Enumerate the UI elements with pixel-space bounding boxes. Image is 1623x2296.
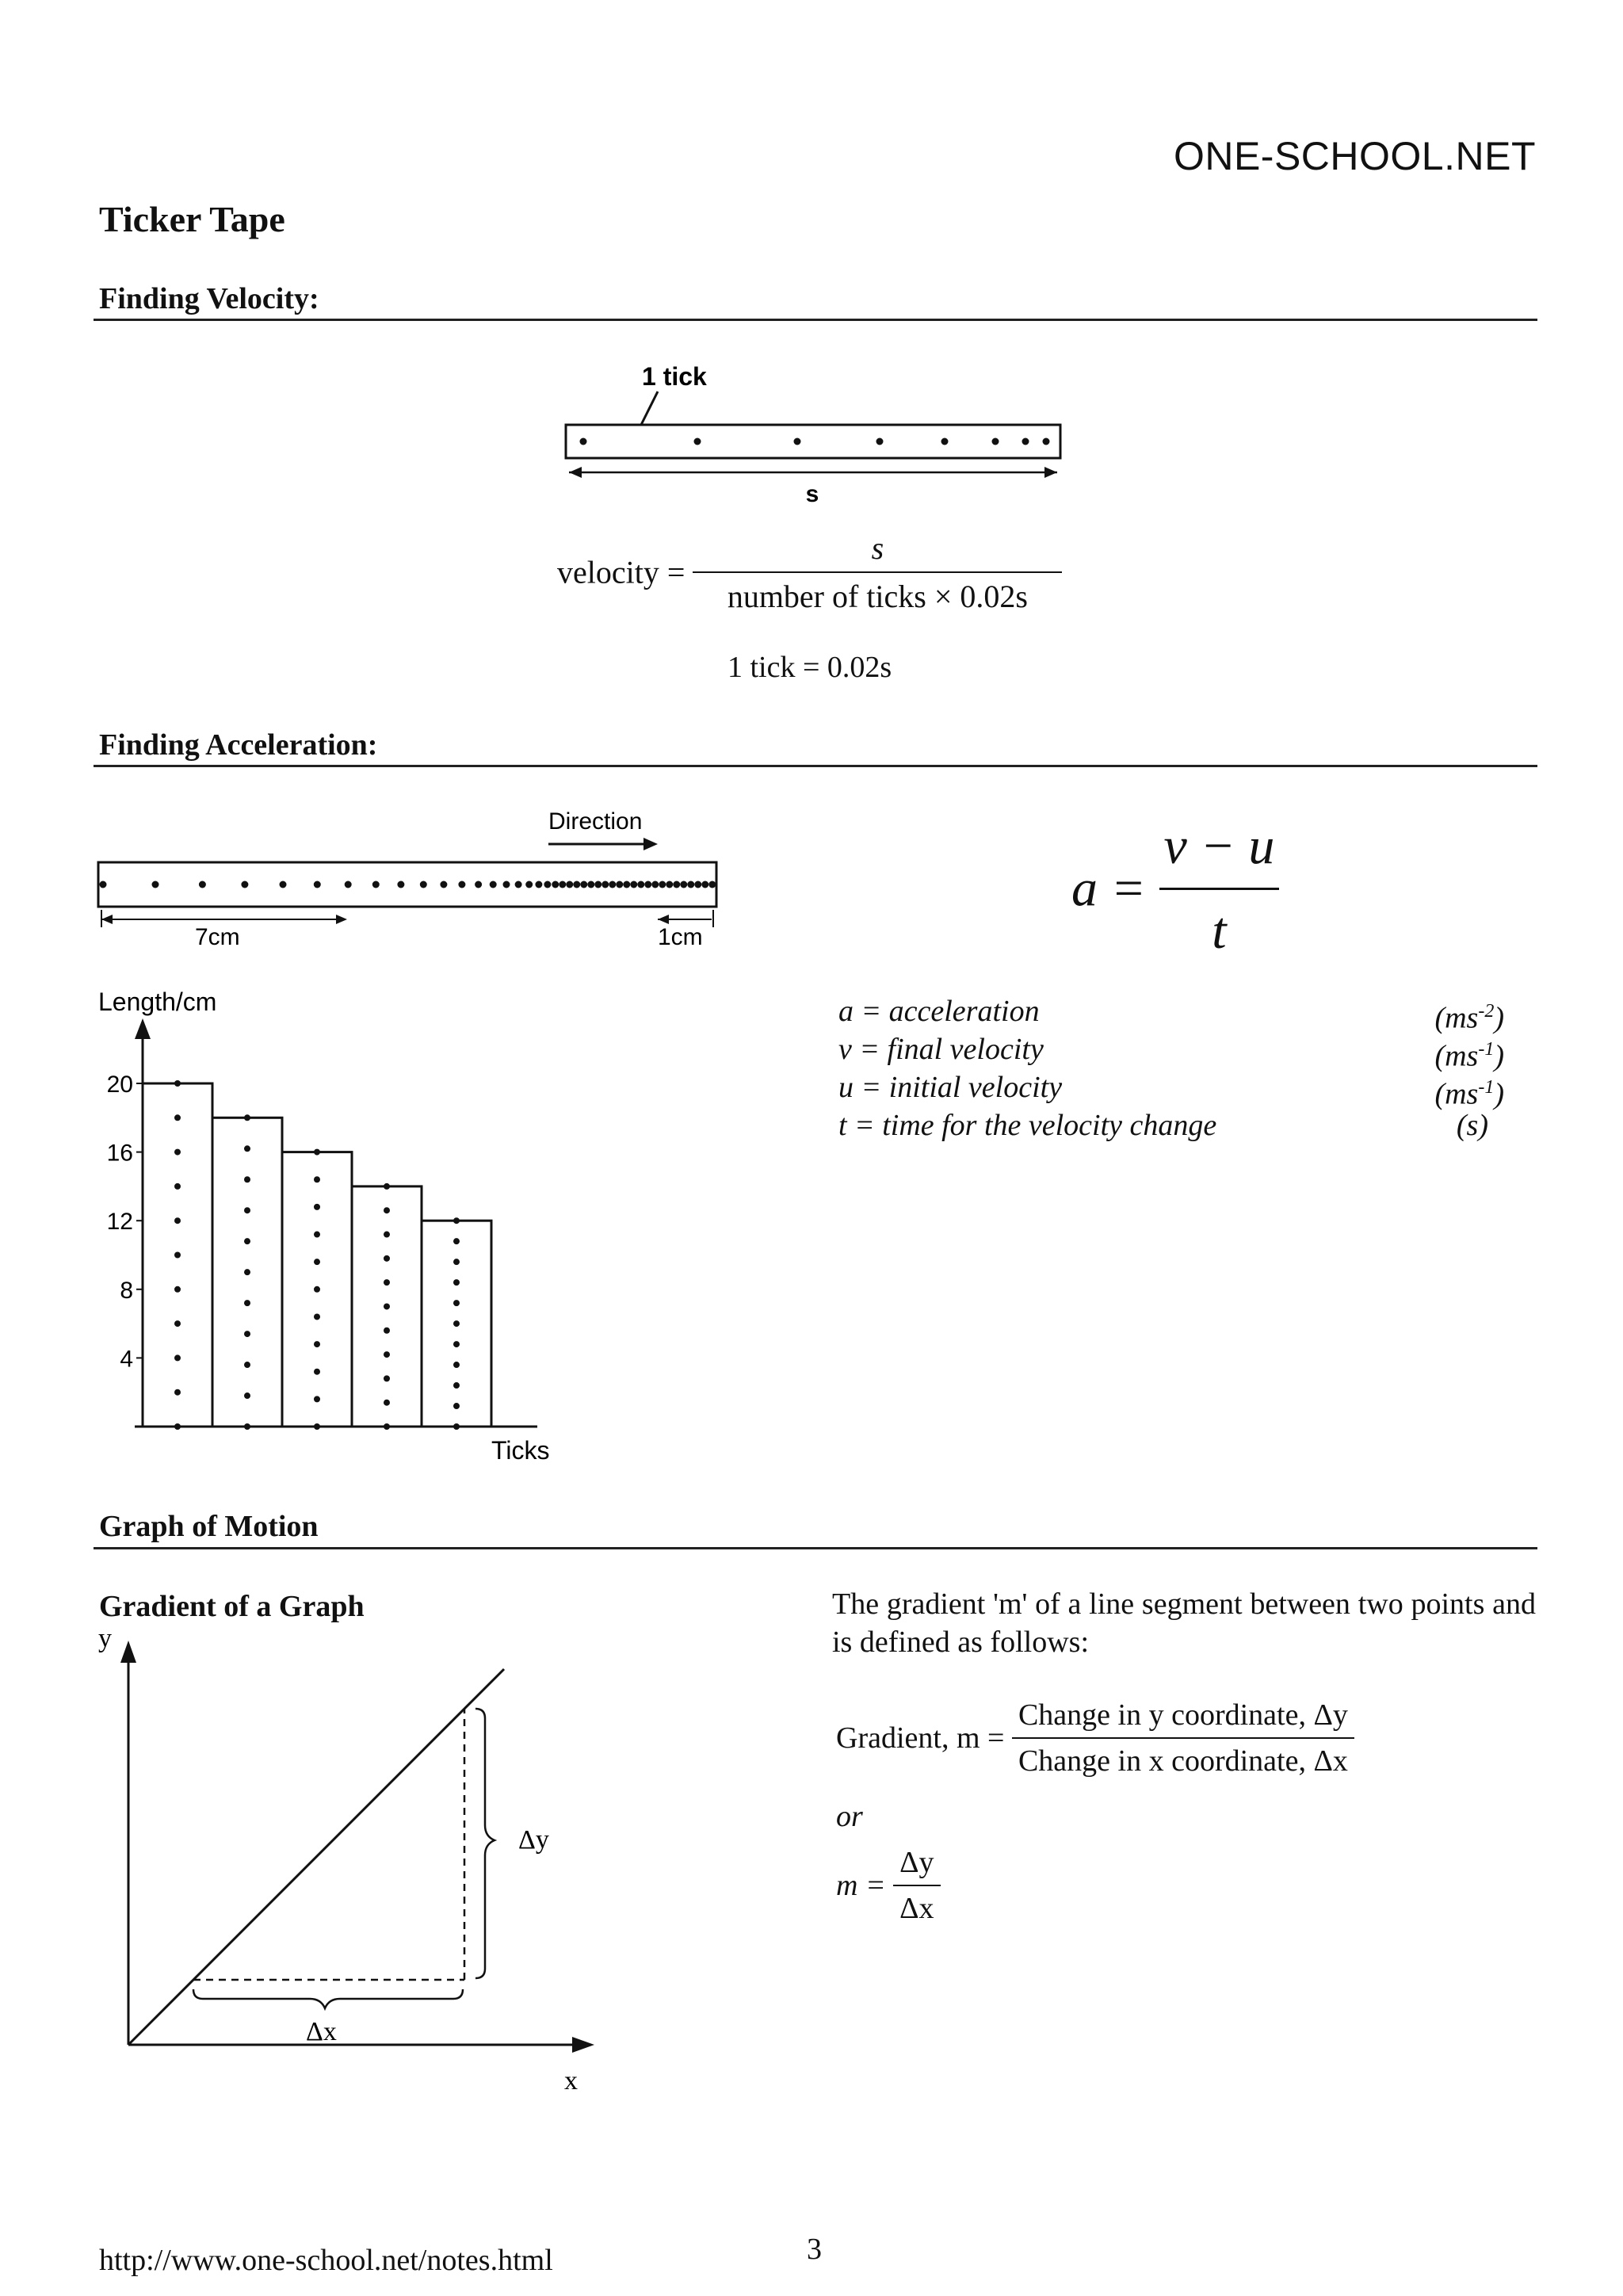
gradient-graph xyxy=(94,1625,601,2100)
chart-bar-dot xyxy=(174,1320,181,1327)
definition-row xyxy=(838,992,1504,1035)
gradient-formula-lhs: Gradient, m = xyxy=(836,1721,1005,1755)
chart-bar-dot xyxy=(314,1232,320,1238)
chart-bar-dot xyxy=(244,1300,250,1306)
m-formula-lhs: m = xyxy=(836,1869,886,1902)
chart-bar-dot xyxy=(453,1341,460,1347)
chart-bar-dot xyxy=(384,1303,390,1309)
chart-bar-dot xyxy=(453,1403,460,1409)
chart-bar-dot xyxy=(384,1423,390,1430)
chart-bar-dot xyxy=(314,1341,320,1347)
definition-unit: $(ms^{-1})$ xyxy=(1434,1039,1504,1073)
definition-symbol: v = final velocity xyxy=(838,1033,1044,1066)
page-number: 3 xyxy=(807,2233,822,2266)
chart-bar-dot xyxy=(384,1351,390,1358)
chart-bar-dot xyxy=(174,1217,181,1224)
m-formula-numerator: Δy xyxy=(893,1845,940,1886)
chart-bar-dot xyxy=(453,1362,460,1368)
tick-note: 1 tick = 0.02s xyxy=(727,651,892,684)
chart-bar-dot xyxy=(453,1238,460,1244)
tick-label: 1 tick xyxy=(642,362,707,391)
chart-bar-dot xyxy=(453,1279,460,1286)
definition-unit: (s) xyxy=(1456,1109,1488,1142)
chart-bar-dot xyxy=(174,1354,181,1361)
chart-bar-dot xyxy=(244,1238,250,1244)
definition-row xyxy=(838,1030,1504,1073)
chart-bar-dot xyxy=(384,1400,390,1406)
chart-ytick-label: 20 xyxy=(106,1072,133,1098)
chart-bar-dot xyxy=(314,1369,320,1375)
chart-bar-dot xyxy=(174,1423,181,1430)
chart-bar-dot xyxy=(453,1300,460,1306)
acceleration-formula xyxy=(1071,816,1279,961)
definition-unit: $(ms^{-1})$ xyxy=(1434,1077,1504,1111)
chart-bar-dot xyxy=(384,1375,390,1381)
chart-bar-dot xyxy=(244,1207,250,1213)
length-label: s xyxy=(805,481,819,507)
chart-bar-dot xyxy=(384,1183,390,1190)
ticker-tape-chart xyxy=(94,979,569,1470)
delta-x-brace xyxy=(193,1989,463,2008)
chart-bar-dot xyxy=(384,1232,390,1238)
chart-bar-dot xyxy=(244,1331,250,1337)
acceleration-definitions xyxy=(838,992,1504,1144)
acceleration-heading: Finding Acceleration: xyxy=(99,728,378,762)
chart-bar-dot xyxy=(453,1259,460,1265)
chart-bar-dot xyxy=(244,1176,250,1182)
gradient-formula xyxy=(836,1698,1354,1778)
velocity-formula-numerator: s xyxy=(693,529,1062,573)
chart-bar-dot xyxy=(384,1328,390,1334)
m-formula xyxy=(836,1845,941,1926)
chart-bar-dot xyxy=(314,1176,320,1182)
chart-bar-dot xyxy=(174,1183,181,1190)
chart-ytick-label: 4 xyxy=(120,1346,133,1373)
chart-y-arrow-icon xyxy=(135,1018,151,1039)
gradient-formula-denominator: Change in x coordinate, Δx xyxy=(1018,1744,1348,1778)
chart-ylabel: Length/cm xyxy=(98,988,217,1016)
graph-y-label: y xyxy=(98,1625,112,1653)
m-formula-denominator: Δx xyxy=(899,1892,934,1925)
chart-bar-dot xyxy=(453,1320,460,1327)
chart-bar-dot xyxy=(174,1080,181,1087)
ticker-tape-velocity-diagram xyxy=(555,357,1078,515)
chart-bar-dot xyxy=(244,1423,250,1430)
gradient-formula-numerator: Change in y coordinate, Δy xyxy=(1012,1698,1354,1739)
chart-bar-dot xyxy=(384,1207,390,1213)
velocity-heading: Finding Velocity: xyxy=(99,282,319,315)
acceleration-rule xyxy=(94,765,1537,767)
or-label: or xyxy=(836,1800,863,1833)
chart-bar-dot xyxy=(174,1114,181,1121)
chart-bar-dot xyxy=(174,1149,181,1156)
chart-bar-dot xyxy=(453,1217,460,1224)
chart-xlabel: Ticks xyxy=(491,1436,550,1465)
chart-bar-dot xyxy=(314,1286,320,1293)
chart-bar-dot xyxy=(314,1149,320,1156)
chart-bar-dot xyxy=(244,1114,250,1121)
graph-line xyxy=(128,1669,504,2045)
chart-bar-dot xyxy=(453,1382,460,1389)
velocity-formula-denominator: number of ticks × 0.02s xyxy=(727,579,1028,614)
page-title: Ticker Tape xyxy=(99,199,285,239)
chart-bar-dot xyxy=(174,1252,181,1259)
graph-motion-heading: Graph of Motion xyxy=(99,1510,319,1543)
chart-ytick-label: 16 xyxy=(106,1140,133,1167)
definition-row xyxy=(838,1068,1504,1111)
acceleration-formula-lhs: a = xyxy=(1071,859,1147,918)
graph-y-arrow-icon xyxy=(120,1641,136,1663)
chart-ytick-label: 8 xyxy=(120,1277,133,1304)
definition-symbol: u = initial velocity xyxy=(838,1071,1063,1104)
site-brand: ONE-SCHOOL.NET xyxy=(1173,134,1536,178)
delta-y-brace xyxy=(475,1709,495,1978)
acceleration-formula-denominator: t xyxy=(1212,902,1227,960)
chart-bar-dot xyxy=(453,1423,460,1430)
chart-bar-dot xyxy=(314,1204,320,1210)
seven-cm-label: 7cm xyxy=(195,924,240,950)
graph-motion-rule xyxy=(94,1547,1537,1549)
graph-x-label: x xyxy=(564,2066,578,2095)
tape-strip xyxy=(566,425,1060,458)
chart-bar-dot xyxy=(314,1396,320,1402)
chart-bar-dot xyxy=(244,1362,250,1368)
chart-bar-dot xyxy=(384,1279,390,1286)
ticker-tape-acceleration-diagram xyxy=(94,800,727,951)
velocity-formula xyxy=(557,529,1062,615)
chart-bar-dot xyxy=(174,1286,181,1293)
footer-url: http://www.one-school.net/notes.html xyxy=(99,2244,553,2277)
direction-arrow-icon xyxy=(643,838,658,850)
acceleration-formula-numerator: v − u xyxy=(1159,816,1280,890)
chart-bar-dot xyxy=(244,1392,250,1399)
velocity-rule xyxy=(94,319,1537,321)
graph-x-arrow-icon xyxy=(572,2037,594,2053)
direction-label: Direction xyxy=(548,808,643,835)
gradient-description: The gradient 'm' of a line segment between two points and is defined as follows: xyxy=(832,1587,1536,1659)
gradient-subheading: Gradient of a Graph xyxy=(99,1590,365,1623)
definition-row xyxy=(838,1106,1504,1144)
chart-bar-dot xyxy=(384,1255,390,1262)
definition-unit: $(ms^{-2})$ xyxy=(1434,1001,1504,1035)
definition-symbol: t = time for the velocity change xyxy=(838,1109,1217,1142)
one-cm-label: 1cm xyxy=(658,924,703,950)
chart-bar-dot xyxy=(244,1145,250,1152)
chart-ytick-label: 12 xyxy=(106,1209,133,1236)
delta-y-label: Δy xyxy=(518,1825,549,1855)
definition-symbol: a = acceleration xyxy=(838,995,1040,1028)
chart-bar-dot xyxy=(314,1313,320,1320)
chart-bar-dot xyxy=(314,1423,320,1430)
chart-bar-dot xyxy=(244,1269,250,1275)
chart-bar-dot xyxy=(174,1389,181,1396)
delta-x-label: Δx xyxy=(306,2017,337,2046)
chart-bar-dot xyxy=(314,1259,320,1265)
velocity-formula-lhs: velocity = xyxy=(557,554,685,590)
